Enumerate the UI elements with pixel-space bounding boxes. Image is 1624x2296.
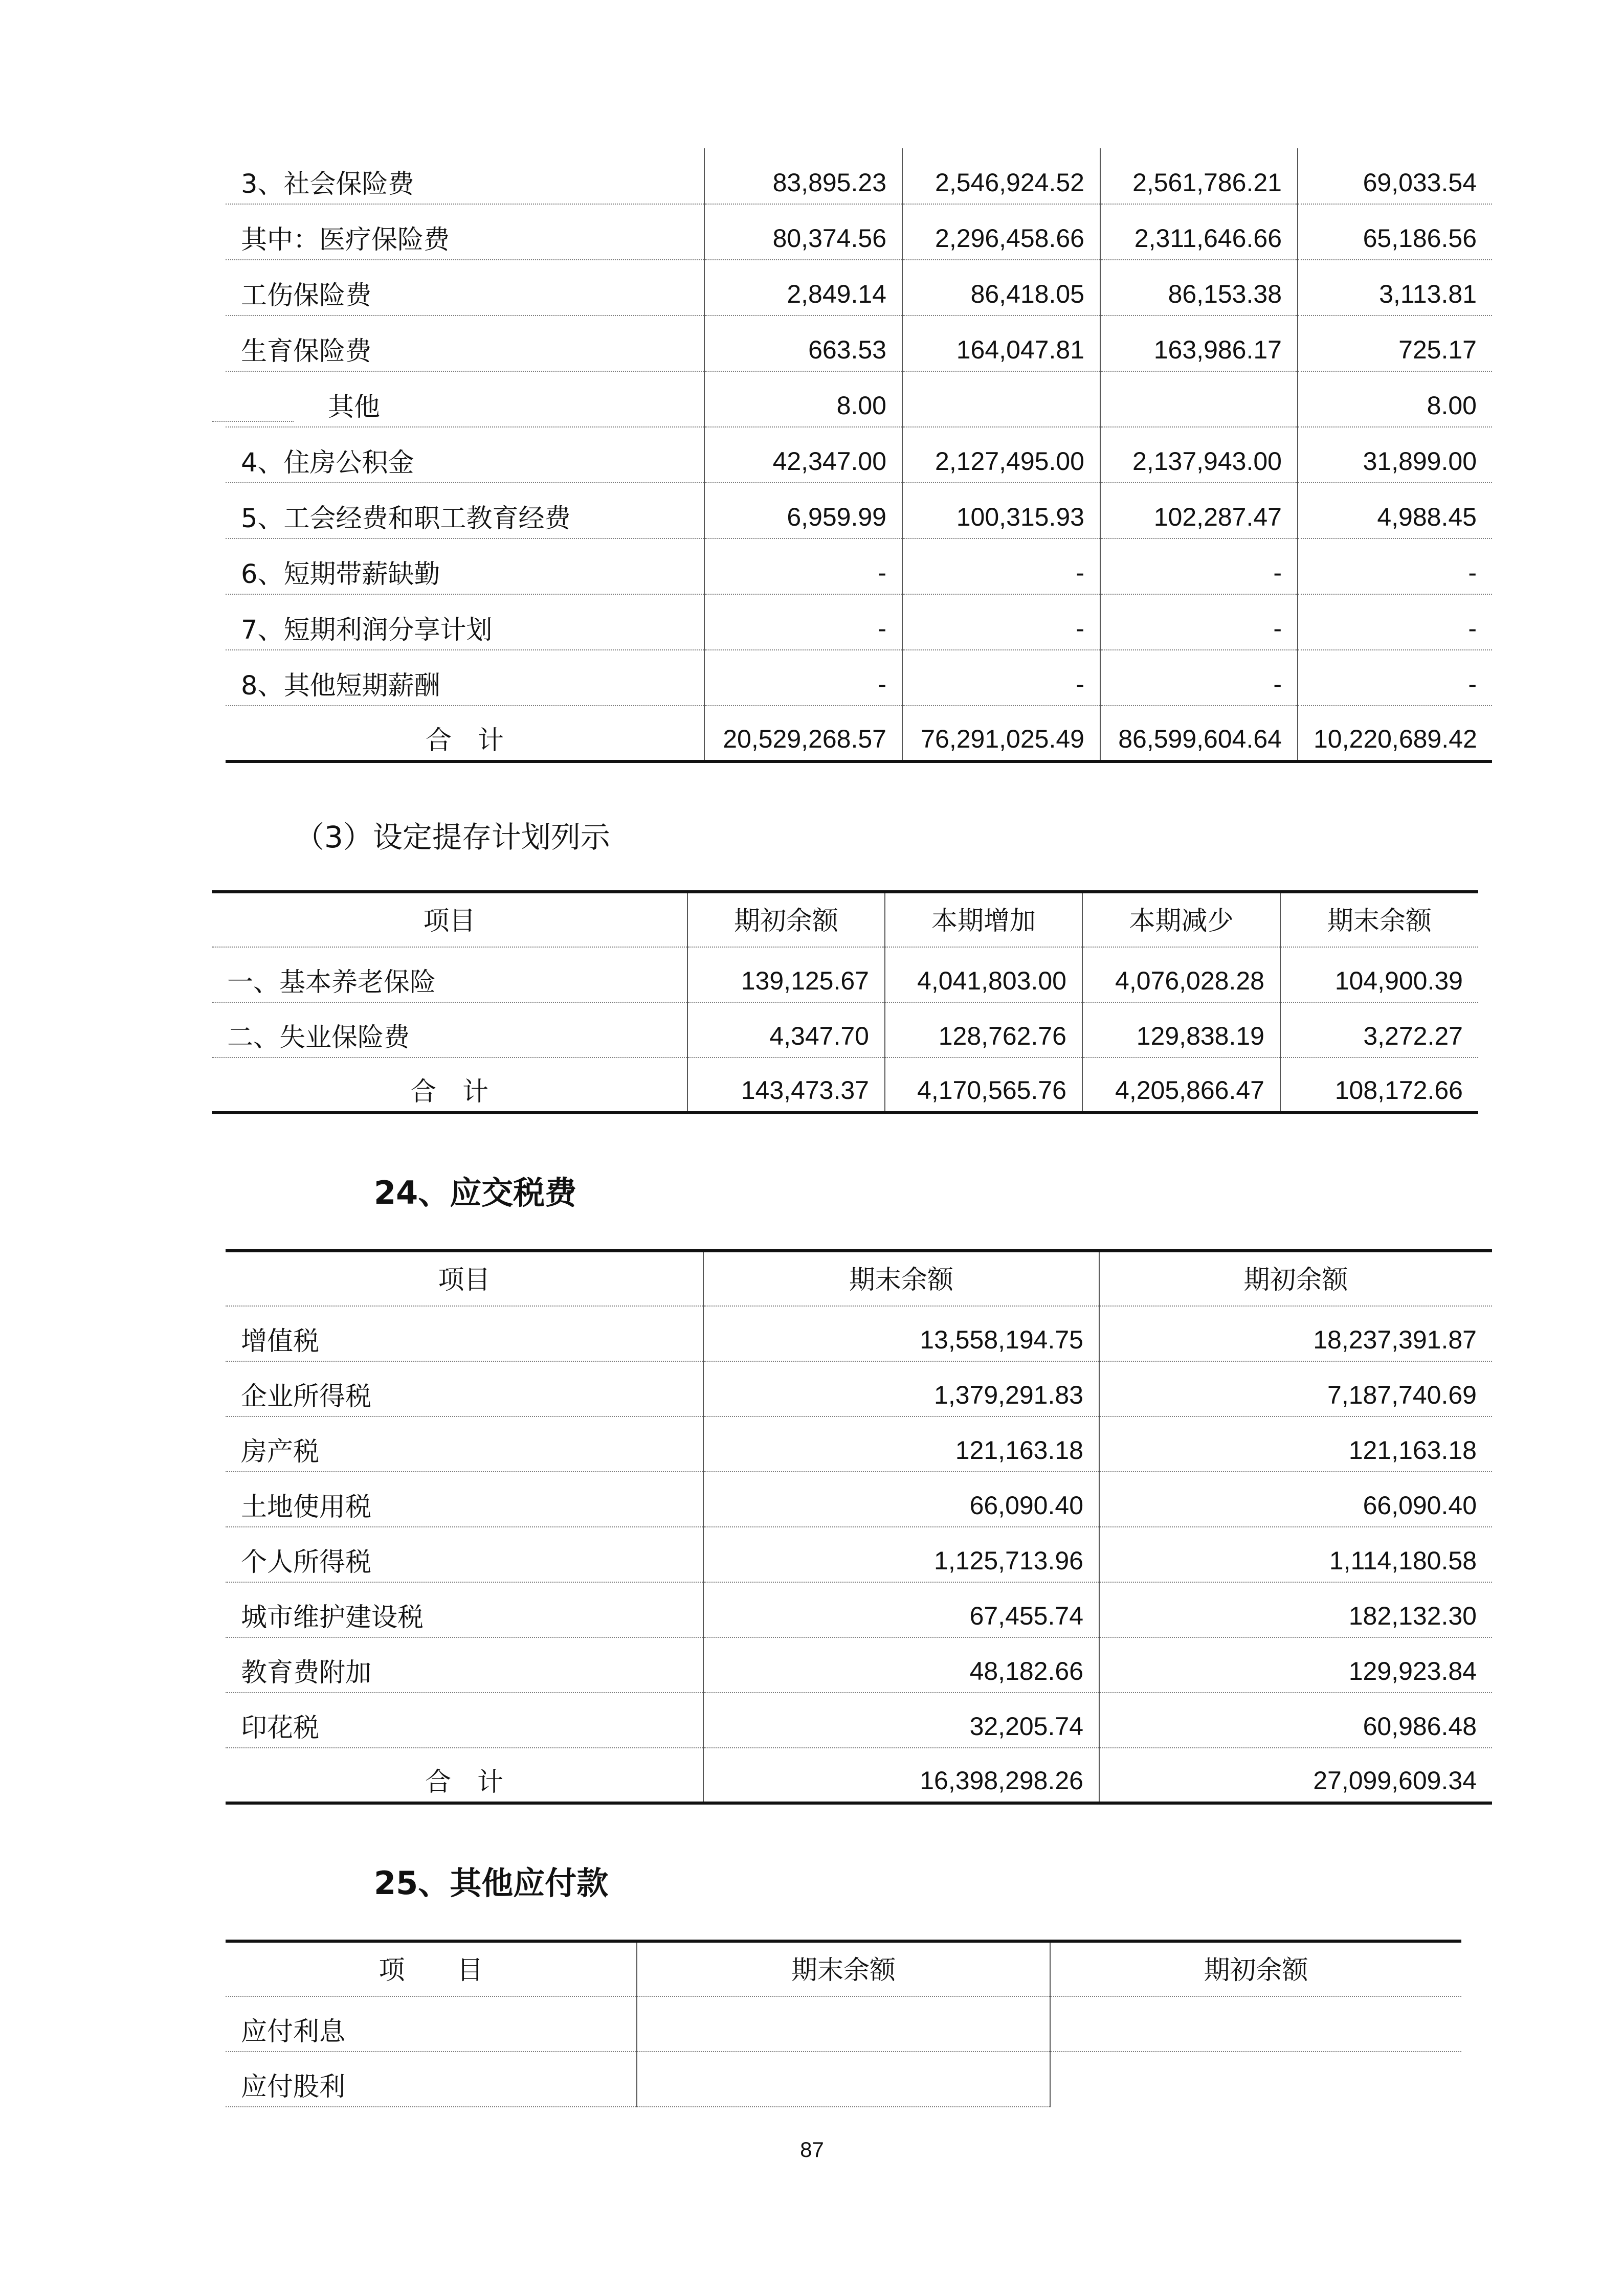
table-row [226, 2052, 1461, 2107]
row-value: - [902, 594, 1100, 650]
row-value: 83,895.23 [704, 148, 902, 204]
column-header: 期初余额 [1099, 1251, 1492, 1306]
row-value: 182,132.30 [1099, 1582, 1492, 1637]
row-value: 6,959.99 [704, 483, 902, 538]
row-label: 5、工会经费和职工教育经费 [226, 483, 704, 538]
row-value: 139,125.67 [687, 947, 885, 1002]
table-row [226, 1582, 1492, 1637]
row-label: 7、短期利润分享计划 [226, 594, 704, 650]
row-value [1100, 371, 1298, 427]
table-total-row [226, 706, 1492, 761]
defined-contribution-plan-table [212, 890, 1478, 1114]
row-value: 80,374.56 [704, 204, 902, 260]
row-label: 3、社会保险费 [226, 148, 704, 204]
row-label: 应付利息 [226, 1996, 637, 2052]
table-row [226, 1416, 1492, 1472]
row-value: 4,988.45 [1298, 483, 1492, 538]
total-label: 合 计 [212, 1057, 687, 1113]
row-value: - [1100, 594, 1298, 650]
row-label: 二、失业保险费 [212, 1002, 687, 1057]
table-row [226, 1361, 1492, 1416]
taxes-payable-table [226, 1249, 1492, 1805]
row-value: 8.00 [1298, 371, 1492, 427]
row-value: 725.17 [1298, 316, 1492, 371]
defined-contribution-plan-caption: （3）设定提存计划列示 [295, 820, 610, 854]
total-value: 76,291,025.49 [902, 706, 1100, 761]
table-row [226, 483, 1492, 538]
row-label: 教育费附加 [226, 1637, 703, 1693]
row-value: 128,762.76 [885, 1002, 1082, 1057]
row-value: 2,546,924.52 [902, 148, 1100, 204]
row-value: 2,127,495.00 [902, 427, 1100, 483]
table-row [226, 371, 1492, 427]
table-row [226, 204, 1492, 260]
row-value: - [902, 650, 1100, 706]
row-value: 4,041,803.00 [885, 947, 1082, 1002]
total-value: 4,170,565.76 [885, 1057, 1082, 1113]
row-value: 163,986.17 [1100, 316, 1298, 371]
total-value: 20,529,268.57 [704, 706, 902, 761]
total-value: 143,473.37 [687, 1057, 885, 1113]
row-value [637, 2052, 1050, 2107]
row-value: 1,114,180.58 [1099, 1527, 1492, 1582]
row-value: 104,900.39 [1280, 947, 1478, 1002]
row-value: 86,418.05 [902, 260, 1100, 316]
column-header: 项目 [226, 1251, 703, 1306]
row-value: 69,033.54 [1298, 148, 1492, 204]
row-label: 其中：医疗保险费 [226, 204, 704, 260]
row-value: 66,090.40 [703, 1472, 1099, 1527]
row-value: 3,272.27 [1280, 1002, 1478, 1057]
row-value: 32,205.74 [703, 1693, 1099, 1748]
table-header-row [226, 1941, 1461, 1996]
row-value: 13,558,194.75 [703, 1306, 1099, 1361]
page-number: 87 [800, 2137, 824, 2162]
table-row [226, 427, 1492, 483]
row-value: 42,347.00 [704, 427, 902, 483]
row-value: - [704, 650, 902, 706]
row-value: 2,849.14 [704, 260, 902, 316]
row-value: 66,090.40 [1099, 1472, 1492, 1527]
taxes-payable-heading: 24、应交税费 [374, 1174, 577, 1211]
row-label: 印花税 [226, 1693, 703, 1748]
row-label: 一、基本养老保险 [212, 947, 687, 1002]
row-value [1050, 1996, 1461, 2052]
row-value: 2,311,646.66 [1100, 204, 1298, 260]
row-value: 67,455.74 [703, 1582, 1099, 1637]
row-value: 60,986.48 [1099, 1693, 1492, 1748]
row-value: - [1298, 594, 1492, 650]
row-value [902, 371, 1100, 427]
row-value: 2,561,786.21 [1100, 148, 1298, 204]
table-row [226, 1693, 1492, 1748]
row-value: 65,186.56 [1298, 204, 1492, 260]
row-value: 1,379,291.83 [703, 1361, 1099, 1416]
row-value: 102,287.47 [1100, 483, 1298, 538]
row-label: 其他 [226, 371, 704, 427]
row-value: 121,163.18 [1099, 1416, 1492, 1472]
row-value: 4,347.70 [687, 1002, 885, 1057]
row-label: 8、其他短期薪酬 [226, 650, 704, 706]
column-header: 期末余额 [703, 1251, 1099, 1306]
row-value: 663.53 [704, 316, 902, 371]
row-value: 3,113.81 [1298, 260, 1492, 316]
row-value: - [1298, 538, 1492, 594]
row-label: 6、短期带薪缺勤 [226, 538, 704, 594]
table-row [226, 260, 1492, 316]
table-row [226, 316, 1492, 371]
table-row [226, 1637, 1492, 1693]
row-label: 工伤保险费 [226, 260, 704, 316]
table-row [226, 650, 1492, 706]
table-row [226, 594, 1492, 650]
table-row [226, 538, 1492, 594]
table-header-row [212, 892, 1478, 947]
row-value: 48,182.66 [703, 1637, 1099, 1693]
table-total-row [212, 1057, 1478, 1113]
row-value: 4,076,028.28 [1082, 947, 1280, 1002]
table-row [226, 1527, 1492, 1582]
row-value: 121,163.18 [703, 1416, 1099, 1472]
row-value: - [1100, 538, 1298, 594]
row-value: 164,047.81 [902, 316, 1100, 371]
column-header: 项目 [212, 892, 687, 947]
table-row [226, 1306, 1492, 1361]
table-row [212, 1002, 1478, 1057]
row-value: 8.00 [704, 371, 902, 427]
row-label: 城市维护建设税 [226, 1582, 703, 1637]
total-value: 16,398,298.26 [703, 1748, 1099, 1803]
row-value: 1,125,713.96 [703, 1527, 1099, 1582]
row-value: 31,899.00 [1298, 427, 1492, 483]
row-label: 生育保险费 [226, 316, 704, 371]
row-label: 房产税 [226, 1416, 703, 1472]
row-label: 应付股利 [226, 2052, 637, 2107]
total-value: 108,172.66 [1280, 1057, 1478, 1113]
other-payables-heading: 25、其他应付款 [374, 1864, 609, 1902]
row-value: - [704, 538, 902, 594]
total-value: 27,099,609.34 [1099, 1748, 1492, 1803]
row-value: - [1298, 650, 1492, 706]
total-value: 4,205,866.47 [1082, 1057, 1280, 1113]
column-header: 期末余额 [637, 1941, 1050, 1996]
row-value: 129,838.19 [1082, 1002, 1280, 1057]
column-header: 期初余额 [1050, 1941, 1461, 1996]
row-value: - [704, 594, 902, 650]
total-value: 10,220,689.42 [1298, 706, 1492, 761]
table-row [226, 148, 1492, 204]
row-value: - [1100, 650, 1298, 706]
row-label: 个人所得税 [226, 1527, 703, 1582]
column-header: 期初余额 [687, 892, 885, 947]
row-label: 企业所得税 [226, 1361, 703, 1416]
row-value [1050, 2052, 1461, 2107]
row-label: 4、住房公积金 [226, 427, 704, 483]
column-header: 本期增加 [885, 892, 1082, 947]
row-value: 2,137,943.00 [1100, 427, 1298, 483]
column-header: 项 目 [226, 1941, 637, 1996]
table-row [226, 1472, 1492, 1527]
total-label: 合 计 [226, 1748, 703, 1803]
row-value: 129,923.84 [1099, 1637, 1492, 1693]
total-label: 合 计 [226, 706, 704, 761]
table-row [212, 947, 1478, 1002]
table-header-row [226, 1251, 1492, 1306]
table-total-row [226, 1748, 1492, 1803]
short-term-compensation-table-continued [226, 148, 1492, 763]
row-value: 86,153.38 [1100, 260, 1298, 316]
row-value: - [902, 538, 1100, 594]
row-value: 100,315.93 [902, 483, 1100, 538]
other-payables-table [226, 1940, 1461, 2107]
column-header: 本期减少 [1082, 892, 1280, 947]
total-value: 86,599,604.64 [1100, 706, 1298, 761]
row-value: 7,187,740.69 [1099, 1361, 1492, 1416]
row-label: 土地使用税 [226, 1472, 703, 1527]
row-value [637, 1996, 1050, 2052]
table-row [226, 1996, 1461, 2052]
row-value: 18,237,391.87 [1099, 1306, 1492, 1361]
row-label: 增值税 [226, 1306, 703, 1361]
column-header: 期末余额 [1280, 892, 1478, 947]
row-value: 2,296,458.66 [902, 204, 1100, 260]
